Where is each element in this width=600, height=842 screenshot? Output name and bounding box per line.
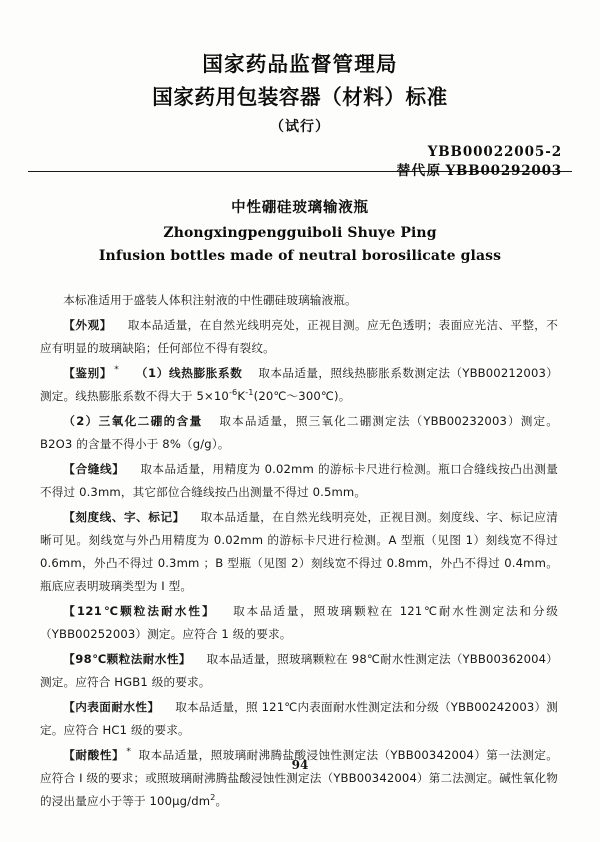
issuing-authority: 国家药品监督管理局 — [202, 52, 398, 76]
identification-item1-text-a: 取本品适量，照线热膨胀系数测定法（YBB00212003）测定。线热膨胀系数不得大于 5×10 — [40, 365, 558, 404]
acid-resistance-lead: 【耐酸性】 — [63, 747, 125, 762]
document-body — [40, 289, 558, 813]
grain-98-lead: 【98℃颗粒法耐水性】 — [63, 651, 191, 666]
document-title-block — [0, 198, 600, 268]
standard-code-block — [0, 143, 600, 179]
seam-line-text: 取本品适量，用精度为 0.02mm 的游标卡尺进行检测。瓶口合缝线按凸出测量不得过 0.3mm，其它部位合缝线按凸出测量不得过 0.5mm。 — [40, 461, 558, 499]
appearance-lead: 【外观】 — [63, 318, 113, 333]
inner-surface-text: 取本品适量，照 121℃内表面耐水性测定法和分级（YBB00242003）测定。应符合 HC1 级的要求。 — [40, 699, 558, 737]
grain-121-paragraph — [40, 600, 558, 646]
identification-lead: 【鉴别】 — [63, 365, 113, 380]
seam-line-lead: 【合缝线】 — [63, 461, 125, 476]
footnote-asterisk-acid-resistance: * — [126, 746, 132, 757]
grain-98-text: 取本品适量，照玻璃颗粒在 98℃耐水性测定法（YBB00362004）测定。应符合 HGB1 级的要求。 — [40, 651, 558, 690]
seam-line-paragraph — [40, 458, 558, 504]
identification-paragraph-2 — [40, 410, 558, 456]
identification-item1-text-c: (20℃～300℃)。 — [253, 389, 351, 404]
identification-item2-text: 取本品适量，照三氧化二硼测定法（YBB00232003）测定。 B2O3 的含量不得小于 8%（g/g）。 — [40, 413, 558, 452]
scale-marks-paragraph — [40, 506, 558, 599]
identification-item1-label: （1）线热膨胀系数 — [135, 365, 243, 380]
exponent-minus-six: -6 — [228, 387, 238, 398]
grain-121-lead: 【121℃颗粒法耐水性】 — [63, 603, 216, 618]
inner-surface-lead: 【内表面耐水性】 — [63, 699, 160, 714]
identification-paragraph-1 — [40, 362, 558, 408]
exponent-minus-one: -1 — [245, 387, 254, 398]
footnote-asterisk-identification: * — [114, 365, 119, 376]
scale-marks-lead: 【刻度线、字、标记】 — [63, 509, 185, 524]
identification-item2-label: （2）三氧化二硼的含量 — [63, 413, 203, 428]
standard-series-title: 国家药用包装容器（材料）标准 — [152, 84, 448, 109]
standard-code-superseded — [0, 162, 562, 180]
standard-status-note: （试行） — [270, 119, 330, 136]
title-pinyin: Zhongxingpengguiboli Shuye Ping — [163, 224, 437, 241]
appearance-paragraph — [40, 314, 558, 360]
standard-code-current: YBB00022005-2 — [427, 144, 562, 161]
inner-surface-paragraph — [40, 696, 558, 742]
identification-item1-text-b: K — [237, 389, 246, 404]
exponent-two: 2 — [210, 792, 216, 803]
grain-121-text: 取本品适量，照玻璃颗粒在 121℃耐水性测定法和分级（YBB00252003）测定。应符合 1 级的要求。 — [40, 603, 558, 642]
acid-resistance-text-a: 取本品适量，照玻璃耐沸腾盐酸浸蚀性测定法（YBB00342004）第一法测定。应符合 I 级的要求；或照玻璃耐沸腾盐酸浸蚀性测定法（YBB00342004）第二法测定。碱性氧化物的浸出量应小于等于 100μg/dm — [40, 747, 558, 809]
scope-paragraph: 本标准适用于盛装人体积注射液的中性硼硅玻璃输液瓶。 — [63, 293, 357, 308]
acid-resistance-paragraph — [40, 744, 558, 814]
title-english: Infusion bottles made of neutral borosilicate glass — [98, 247, 502, 264]
superseded-code: YBB00292003 — [445, 162, 562, 179]
scale-marks-text: 取本品适量，在自然光线明亮处，正视目测。刻度线、字、标记应清晰可见。刻线宽与外凸用精度为 0.02mm 的游标卡尺进行检测。A 型瓶（见图 1）刻线宽不得过 0.6mm，外凸不得过 0.3mm ；B 型瓶（见图 2）刻线宽不得过 0.8mm，外凸不得过 0.4mm。瓶底应表明玻璃类型为 I 型。 — [40, 509, 558, 594]
appearance-text: 取本品适量，在自然光线明亮处，正视目测。应无色透明；表面应光洁、平整，不应有明显的玻璃缺陷；任何部位不得有裂纹。 — [40, 318, 559, 356]
superseded-label: 替代原 — [396, 162, 442, 179]
page-title: 中性硼硅玻璃输液瓶 — [231, 199, 369, 216]
masthead — [0, 0, 600, 136]
page-number: 94 — [291, 758, 309, 772]
acid-resistance-text-b: 。 — [215, 794, 228, 809]
grain-98-paragraph — [40, 648, 558, 694]
